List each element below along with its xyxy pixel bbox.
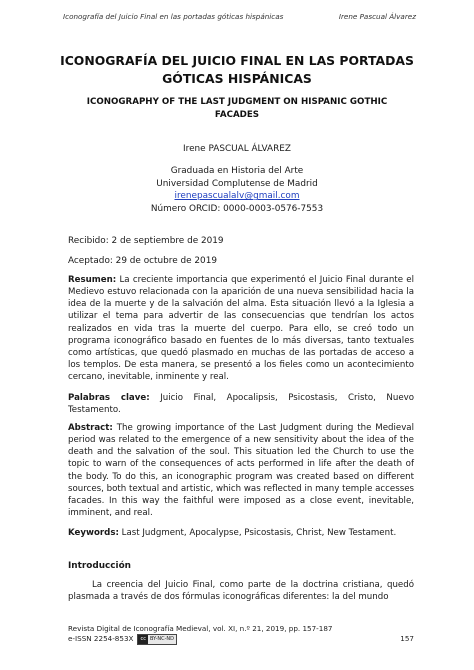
author-degree: Graduada en Historia del Arte [170, 166, 304, 177]
cc-license-badge[interactable] [137, 634, 177, 645]
running-header [63, 12, 416, 21]
keywords-text: Last Judgment, Apocalypse, Psicostasis, Christ, New Testament. [118, 528, 397, 538]
article-title-line-2: GÓTICAS HISPÁNICAS [162, 71, 312, 86]
cc-license-text: BY-NC-ND [149, 635, 175, 642]
resumen-text: La creciente importancia que experimentó el Juicio Final durante el Medievo estuvo relacionada con la aparición de una nueva sensibilidad hacia la idea de la muerte y de la salvación del alma. Esta situación llevó a la Iglesia a utilizar el tema para advertir de las consecuencias que tendrían los actos realizados en vida tras la muerte del cuerpo. Para ello, se creó todo un programa iconográfico basado en fuentes de lo más diversas, tanto textuales como artísticas, que quedó plasmado en muchas de las portadas de acceso a los templos. De esta manera, se presentó a los fieles como un acontecimiento cercano, inevitable, inminente y real. [68, 275, 414, 383]
footer-issn: e-ISSN 2254-853X [68, 634, 134, 644]
author-block [60, 143, 414, 215]
article-subtitle-line-2: FACADES [214, 110, 260, 120]
abstract-label: Abstract: [68, 423, 113, 433]
footer-journal: Revista Digital de Iconografía Medieval, vol. XI, n.º 21, 2019, pp. 157-187 [68, 624, 333, 633]
article-title [40, 52, 434, 88]
palabras-clave-paragraph [68, 392, 414, 416]
resumen-paragraph [68, 274, 414, 383]
author-email-link[interactable]: irenepascualalv@gmail.com [174, 191, 300, 202]
running-header-title: Iconografía del Juicio Final en las portadas góticas hispánicas [63, 12, 284, 21]
palabras-clave-text: Juicio Final, Apocalipsis, Psicostasis, Cristo, Nuevo Testamento. [68, 393, 415, 416]
article-title-line-1: ICONOGRAFÍA DEL JUICIO FINAL EN LAS PORTADAS [60, 53, 414, 68]
introduction-paragraph [68, 579, 414, 603]
introduction-text: La creencia del Juicio Final, como parte de la doctrina cristiana, quedó plasmada a través de dos fórmulas iconográficas diferentes: la del mundo [68, 580, 414, 603]
resumen-label: Resumen: [68, 275, 117, 285]
keywords-label: Keywords: [68, 528, 119, 538]
palabras-clave-label: Palabras clave: [68, 393, 150, 403]
keywords-paragraph [68, 527, 414, 539]
author-orcid: Número ORCID: 0000-0003-0576-7553 [150, 203, 324, 214]
accepted-date: Aceptado: 29 de octubre de 2019 [68, 256, 217, 266]
abstract-paragraph [68, 422, 414, 519]
abstract-text: The growing importance of the Last Judgment during the Medieval period was related to the emergence of a new sensitivity about the idea of the death and the salvation of the soul. This situation led the Church to use the topic to warn of the consequences of acts performed in life after the death of the body. To do this, an iconographic program was created based on different sources, both textual and artistic, which was reflected in many temple accesses facades. In this way the faithful were imposed as a close event, inevitable, imminent, and real. [68, 423, 414, 519]
received-date: Recibido: 2 de septiembre de 2019 [68, 236, 224, 246]
cc-icon: cc [140, 635, 146, 642]
author-university: Universidad Complutense de Madrid [156, 178, 318, 189]
article-subtitle-line-1: ICONOGRAPHY OF THE LAST JUDGMENT ON HISPANIC GOTHIC [86, 97, 388, 107]
author-name: Irene PASCUAL ÁLVAREZ [183, 144, 291, 154]
page-footer [68, 624, 414, 645]
introduction-heading: Introducción [68, 561, 131, 571]
article-subtitle [60, 96, 414, 122]
running-header-author: Irene Pascual Álvarez [338, 12, 416, 21]
page-number: 157 [400, 634, 414, 644]
